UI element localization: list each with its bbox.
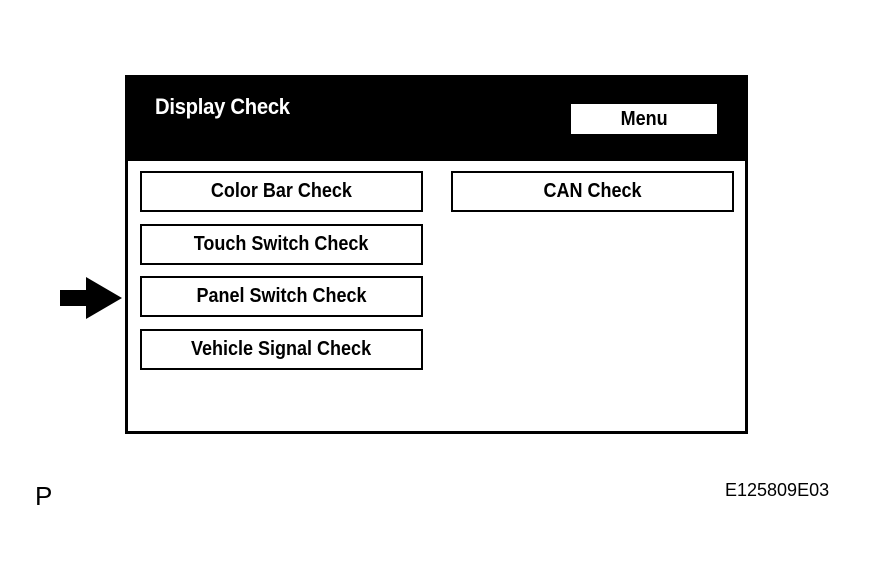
touch-switch-check-button[interactable] (140, 224, 423, 265)
panel-switch-check-button[interactable] (140, 276, 423, 317)
menu-button-label: Menu (620, 107, 668, 130)
arrow-right-icon (60, 277, 122, 319)
figure-label-p: P (35, 481, 53, 511)
menu-button[interactable] (569, 102, 719, 136)
color-bar-check-label: Color Bar Check (210, 180, 353, 202)
screen-header (128, 78, 745, 161)
page-title: Display Check (155, 94, 290, 119)
panel-switch-check-label: Panel Switch Check (196, 285, 367, 307)
touch-switch-check-label: Touch Switch Check (194, 233, 369, 255)
vehicle-signal-check-button[interactable] (140, 329, 423, 370)
can-check-button[interactable] (451, 171, 734, 212)
figure-code: E125809E03 (725, 480, 830, 500)
color-bar-check-button[interactable] (140, 171, 423, 212)
display-check-screen (125, 75, 748, 434)
can-check-label: CAN Check (543, 180, 642, 202)
vehicle-signal-check-label: Vehicle Signal Check (191, 338, 372, 360)
